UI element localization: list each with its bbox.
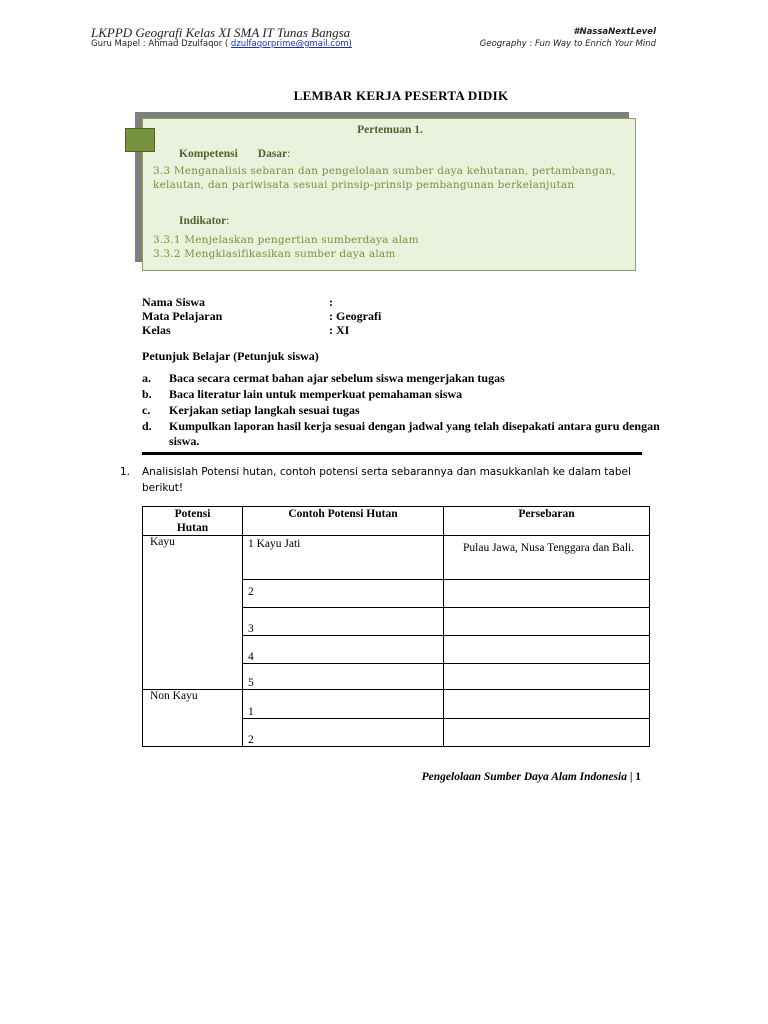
table-cell-persebaran[interactable] xyxy=(444,608,650,636)
instructions-list xyxy=(142,371,662,450)
nonkayu-category-cell xyxy=(143,690,243,747)
column-header-persebaran: Persebaran xyxy=(444,507,650,536)
header-hashtag: #NassaNextLevel xyxy=(573,27,656,37)
class-value: : XI xyxy=(329,323,350,337)
kompetensi-dasar-heading xyxy=(179,148,290,160)
indikator-colon: : xyxy=(226,215,230,227)
kayu-category-cell xyxy=(143,536,243,690)
instruction-marker: b. xyxy=(142,387,152,401)
student-name-field[interactable]: : xyxy=(329,295,333,309)
instruction-marker: c. xyxy=(142,403,151,417)
table-cell-persebaran[interactable] xyxy=(444,690,650,719)
instruction-item xyxy=(142,403,662,418)
teacher-email-link[interactable]: dzulfaqorprime@gmail.com) xyxy=(230,39,352,49)
nonkayu-label: Non Kayu xyxy=(150,690,198,702)
instruction-text: Kumpulkan laporan hasil kerja sesuai dengan jadwal yang telah disepakati antara guru dengan siswa. xyxy=(169,419,660,448)
kayu-label: Kayu xyxy=(150,536,175,548)
instruction-item xyxy=(142,419,662,449)
header-slogan: Geography : Fun Way to Enrich Your Mind xyxy=(479,39,656,49)
table-cell-contoh[interactable]: 4 xyxy=(243,636,444,664)
kompetensi-label: Kompetensi xyxy=(179,148,238,160)
table-cell-contoh[interactable]: 2 xyxy=(243,580,444,608)
subject-value: : Geografi xyxy=(329,309,382,323)
instruction-text: Baca literatur lain untuk memperkuat pemahaman siswa xyxy=(169,387,463,401)
table-cell-contoh[interactable]: 5 xyxy=(243,664,444,690)
table-cell-persebaran[interactable] xyxy=(444,636,650,664)
student-name-label: Nama Siswa xyxy=(142,295,206,309)
table-cell-contoh[interactable]: 1 Kayu Jati xyxy=(243,536,444,580)
page-footer xyxy=(422,771,641,783)
indikator-label: Indikator xyxy=(179,215,227,227)
indikator-item-1: 3.3.1 Menjelaskan pengertian sumberdaya alam xyxy=(153,234,419,246)
question-text: Analisislah Potensi hutan, contoh potensi serta sebarannya dan masukkanlah ke dalam tabel berikut! xyxy=(142,466,631,494)
kompetensi-dasar-text: 3.3 Menganalisis sebaran dan pengelolaan sumber daya kehutanan, pertambangan, kelautan, dan pariwisata sesuai prinsip-prinsip pembangunan berkelanjutan xyxy=(153,165,616,191)
subject-label: Mata Pelajaran xyxy=(142,309,223,323)
instruction-marker: d. xyxy=(142,419,152,433)
page-title: LEMBAR KERJA PESERTA DIDIK xyxy=(293,88,509,103)
header-document-title: LKPPD Geografi Kelas XI SMA IT Tunas Bangsa xyxy=(91,25,351,40)
meeting-label: Pertemuan 1. xyxy=(357,124,423,136)
table-cell-persebaran[interactable] xyxy=(444,536,650,580)
class-label: Kelas xyxy=(142,323,171,337)
question-1 xyxy=(120,464,640,496)
footer-separator: | xyxy=(629,771,633,783)
question-number: 1. xyxy=(120,466,131,478)
forest-potential-table xyxy=(142,506,650,747)
table-cell-contoh[interactable]: 3 xyxy=(243,608,444,636)
table-cell-contoh[interactable]: 1 xyxy=(243,690,444,719)
column-header-contoh: Contoh Potensi Hutan xyxy=(243,507,444,536)
table-row xyxy=(143,690,650,719)
instruction-item xyxy=(142,371,662,386)
indikator-heading xyxy=(179,215,230,227)
dasar-label: Dasar xyxy=(257,148,288,160)
instruction-item xyxy=(142,387,662,402)
table-header-row xyxy=(143,507,650,536)
table-cell-persebaran[interactable] xyxy=(444,719,650,747)
teacher-name: Guru Mapel : Ahmad Dzulfaqor ( xyxy=(91,39,231,49)
instructions-heading: Petunjuk Belajar (Petunjuk siswa) xyxy=(142,349,319,363)
kompetensi-colon: : xyxy=(287,148,291,160)
persebaran-text: Pulau Jawa, Nusa Tenggara dan Bali. xyxy=(463,542,635,554)
page-number: 1 xyxy=(635,771,641,783)
section-divider xyxy=(142,452,642,455)
indikator-item-2: 3.3.2 Mengklasifikasikan sumber daya alam xyxy=(153,248,396,260)
instruction-marker: a. xyxy=(142,371,151,385)
table-cell-persebaran[interactable] xyxy=(444,664,650,690)
table-cell-persebaran[interactable] xyxy=(444,580,650,608)
instruction-text: Kerjakan setiap langkah sesuai tugas xyxy=(169,403,360,417)
footer-title: Pengelolaan Sumber Daya Alam Indonesia xyxy=(421,771,627,783)
instruction-text: Baca secara cermat bahan ajar sebelum siswa mengerjakan tugas xyxy=(169,371,505,385)
table-cell-contoh[interactable]: 2 xyxy=(243,719,444,747)
column-header-potensi: Potensi Hutan xyxy=(143,507,243,536)
header-teacher-line xyxy=(91,39,352,49)
table-row xyxy=(143,536,650,580)
